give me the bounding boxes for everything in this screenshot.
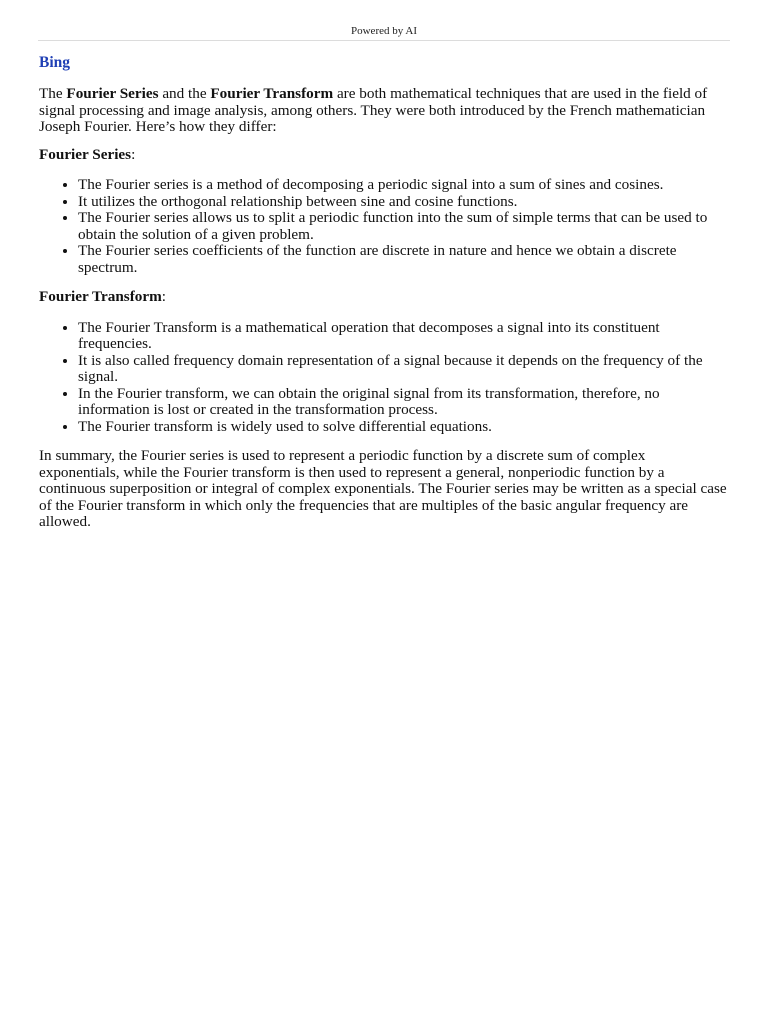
list-item: • The Fourier series is a method of decomposing a periodic signal into a sum of sines and cosines. xyxy=(78,177,729,194)
intro-text-3: are both mathematical techniques that are used in the field of signal processing and image analysis, among others. They were both introduced by the French mathematician Joseph Fourier. Here’s how they differ: xyxy=(39,85,708,135)
section-heading-colon: : xyxy=(131,145,136,163)
section-heading-colon: : xyxy=(161,288,166,305)
intro-bold-fourier-transform: Fourier Transform xyxy=(210,85,334,102)
powered-by-label: Powered by AI xyxy=(351,25,417,37)
intro-paragraph xyxy=(39,86,729,136)
list-item: • The Fourier series allows us to split a periodic function into the sum of simple terms that can be used to obtain the solution of a given problem. xyxy=(78,210,729,243)
page-header xyxy=(38,24,730,41)
section-heading-label: Fourier Transform xyxy=(39,288,162,305)
list-item: • It utilizes the orthogonal relationship between sine and cosine functions. xyxy=(78,194,729,211)
brand-title: Bing xyxy=(39,54,71,71)
section-heading-label: Fourier Series xyxy=(39,145,132,163)
list-item: • In the Fourier transform, we can obtain the original signal from its transformation, therefore, no information is lost or created in the transformation process. xyxy=(78,386,729,419)
fourier-series-list xyxy=(39,177,729,276)
answer-content xyxy=(39,54,729,542)
section-heading-fourier-transform xyxy=(39,289,729,306)
intro-bold-fourier-series: Fourier Series xyxy=(66,85,159,102)
fourier-transform-list xyxy=(39,320,729,436)
list-item: • The Fourier transform is widely used to solve differential equations. xyxy=(78,419,729,436)
intro-text-1: The xyxy=(39,85,67,102)
intro-text-2: and the xyxy=(158,85,211,102)
summary-paragraph: In summary, the Fourier series is used to represent a periodic function by a discrete sum of complex exponentials, while the Fourier transform is then used to represent a general, nonperiodic function by a continuous superposition or integral of complex exponentials. The Fourier series may be written as a special case of the Fourier transform in which only the frequencies that are multiples of the basic angular frequency are allowed. xyxy=(39,447,727,530)
section-heading-fourier-series xyxy=(39,147,729,164)
list-item: • The Fourier series coefficients of the function are discrete in nature and hence we obtain a discrete spectrum. xyxy=(78,243,729,276)
list-item: • The Fourier Transform is a mathematical operation that decomposes a signal into its constituent frequencies. xyxy=(78,320,729,353)
list-item: • It is also called frequency domain representation of a signal because it depends on the frequency of the signal. xyxy=(78,353,729,386)
